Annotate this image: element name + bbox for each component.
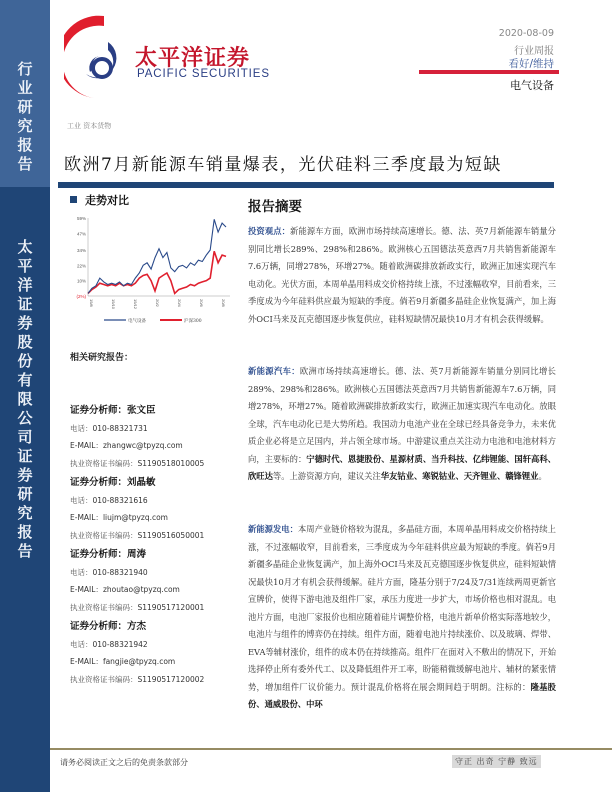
sidebar-top-label: 行 业 研 究 报 告 [17,60,33,173]
svg-text:10%: 10% [76,278,86,284]
brand-name-en: PACIFIC SECURITIES [137,68,270,80]
analyst-card [70,546,204,616]
title-divider [58,182,554,188]
analyst-card [70,618,204,688]
pacific-securities-logo-icon [64,12,134,102]
trend-heading [70,192,129,208]
nev-stocks-midstream: 宁德时代、恩捷股份、星源材质、当升科技、亿纬锂能、国轩高科、欣旺达 [248,453,556,481]
power-label: 新能源发电： [248,524,298,534]
svg-text:19/12: 19/12 [133,299,138,310]
summary-heading: 报告摘要 [248,199,302,215]
svg-text:20/8: 20/8 [221,299,226,307]
svg-text:59%: 59% [76,216,86,221]
svg-text:20/2: 20/2 [155,299,160,307]
nev-text: 欧洲市场持续高速增长。德、法、英7月新能源车销量分别同比增长289%、298%和286%。欧洲核心五国德法英意西7月共销售新能源车7.6万辆，同增278%，环增27%。随着欧洲碳排放新政实行，欧洲正加速实现汽车电动化。放眼全球，汽车电动化已是大势所趋。我国动力电池产业在全球已经具备竞争力，未来优质企业必将是立足国内，并占领全球市场。中游建议重点关注动力电池和电池材料方向，主要标的： [248,366,556,464]
related-reports-heading: 相关研究报告： [70,353,134,363]
nev-text-end: 。 [538,471,547,481]
power-stocks: 隆基股份、通威股份、中环 [248,681,556,709]
nev-text-mid: 等。上游资源方向，建议关注 [272,471,381,481]
analyst-cert: 执业资格证书编码：S1190518010005 [70,458,205,468]
analyst-name: 证券分析师：刘晶敏 [70,477,156,488]
report-type: 行业周报 [514,46,554,57]
analyst-cert: 执业资格证书编码：S1190517120001 [70,602,205,612]
summary-new-energy-power [248,521,556,714]
svg-text:19/10: 19/10 [111,299,116,310]
report-date: 2020-08-09 [498,28,554,39]
breadcrumb: 工业 资本货物 [67,122,112,130]
analyst-phone: 电话：010-88321940 [70,567,148,577]
nev-label: 新能源汽车： [248,366,300,376]
sidebar-bottom-label: 太 平 洋 证 券 股 份 有 限 公 司 证 券 研 究 报 告 [17,238,33,560]
company-motto: 守正 出奇 宁静 致远 [452,755,541,768]
power-text: 本周产业链价格较为混乱，多晶硅方面，本周单晶用料成交价格持续上涨，不过涨幅收窄，目前看来，三季度成为今年硅料供应最为短缺的季度。倘若9月新疆多晶硅企业恢复满产，加上海外OCI马来及瓦克德国逐步恢复供应，硅料短缺情况最快10月才有机会获得缓解。硅片方面，隆基分别于7/24及7/31连续两周更新官宣牌价，使得下游电池及组件厂家，承压力度进一步扩大，市场价格也相对混乱。电池片方面，电池厂家报价也相应随着硅片调整价格，电池片新单价格实际落地较少，电池片与组件的博弈仍在持续。组件方面，随着电池片持续涨价、以及玻璃、焊带、EVA等辅材涨价，组件的成本仍在持续推高。组件厂在面对入不敷出的情况下，开始选择停止所有委外代工、以及降低组件开工率，盼能稍微缓解电池片、辅材的紧张情势，增加组件厂议价能力。预计混乱价格将在展会期间趋于明朗。注标的： [248,524,556,692]
svg-text:20/4: 20/4 [177,299,182,307]
bullet-square-icon [70,196,77,203]
sector: 电气设备 [510,79,554,92]
summary-investment-view [248,223,556,328]
svg-text:19/8: 19/8 [89,299,94,307]
analyst-phone: 电话：010-88321616 [70,495,148,505]
analyst-email[interactable]: E-MAIL：liujm@tpyzq.com [70,513,168,523]
summary-nev [248,363,556,486]
brand-name-cn: 太平洋证券 [135,46,251,71]
investment-view-text: 新能源车方面，欧洲市场持续高速增长。德、法、英7月新能源车销量分别同比增长289%、298%和286%。欧洲核心五国德法英意西7月共销售新能源车7.6万辆，同增278%，环增27%。随着欧洲碳排放新政实行，欧洲正加速实现汽车电动化。光伏方面，本周单晶用料成交价格持续上涨，不过涨幅收窄，目前看来，三季度成为今年硅料供应最为短缺的季度。倘若9月新疆多晶硅企业恢复满产，加上海外OCI马来及瓦克德国逐步恢复供应，硅料短缺情况最快10月才有机会获得缓解。 [248,226,556,324]
investment-view-label: 投资观点： [248,226,291,236]
analyst-email[interactable]: E-MAIL：fangjie@tpyzq.com [70,657,176,667]
nev-stocks-upstream: 华友钴业、寒锐钴业、天齐锂业、赣锋锂业 [380,471,539,481]
analyst-name: 证券分析师：张文臣 [70,405,156,416]
svg-text:20/6: 20/6 [199,299,204,307]
analyst-card [70,474,204,544]
svg-text:(2%): (2%) [76,294,86,299]
svg-text:电气设备: 电气设备 [128,319,146,324]
analyst-phone: 电话：010-88321942 [70,639,148,649]
analyst-cert: 执业资格证书编码：S1190516050001 [70,530,205,540]
svg-text:47%: 47% [76,231,86,237]
page-title: 欧洲7月新能源车销量爆表，光伏硅料三季度最为短缺 [64,155,502,175]
trend-chart [64,212,234,330]
analyst-email[interactable]: E-MAIL：zhoutao@tpyzq.com [70,585,180,595]
svg-text:34%: 34% [76,247,86,253]
analyst-card [70,402,204,472]
svg-text:22%: 22% [76,263,86,269]
rating: 看好/维持 [508,58,554,70]
svg-text:沪深300: 沪深300 [184,319,202,324]
header-divider [419,70,559,74]
analyst-name: 证券分析师：周涛 [70,549,147,560]
trend-heading-text: 走势对比 [85,194,129,207]
analyst-name: 证券分析师：方杰 [70,621,147,632]
analyst-cert: 执业资格证书编码：S1190517120002 [70,674,205,684]
analyst-email[interactable]: E-MAIL：zhangwc@tpyzq.com [70,441,183,451]
disclaimer-note: 请务必阅读正文之后的免责条款部分 [60,758,188,767]
analyst-phone: 电话：010-88321731 [70,423,148,433]
footer-divider [50,748,612,750]
